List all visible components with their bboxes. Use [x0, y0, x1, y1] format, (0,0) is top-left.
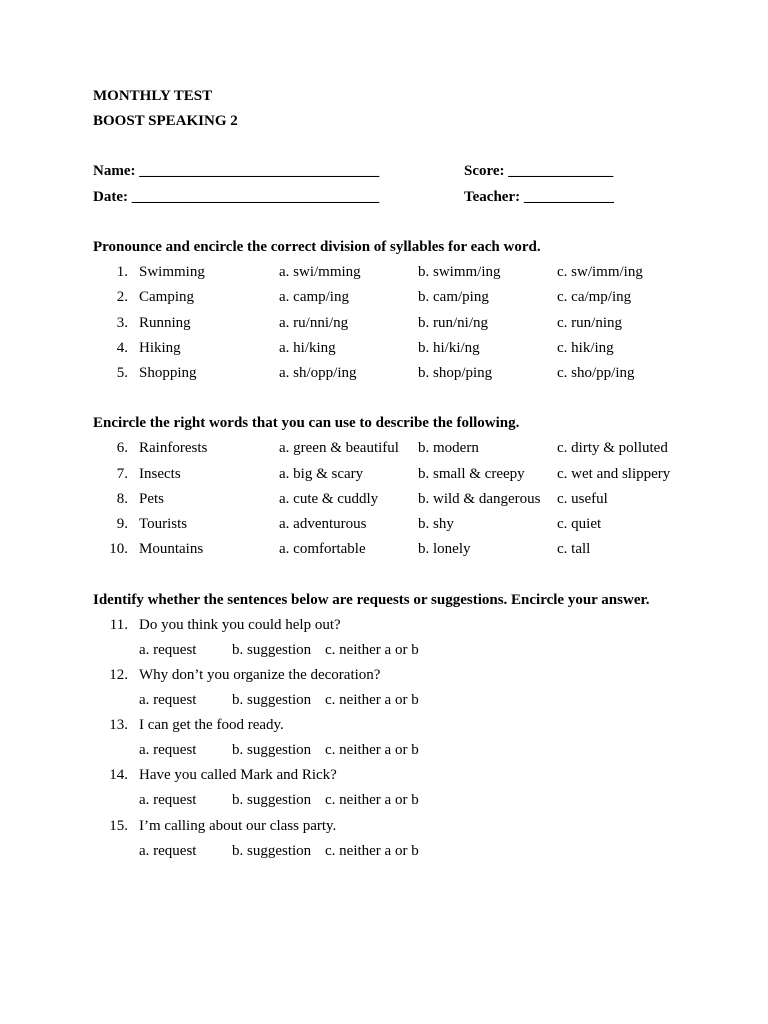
option-b: b. suggestion — [232, 792, 312, 808]
item-number: 4. — [116, 340, 128, 356]
option-c: c. neither a or b — [325, 792, 419, 808]
option-b: b. run/ni/ng — [418, 315, 488, 331]
option-a: a. request — [139, 843, 197, 859]
item-word: Running — [139, 315, 191, 331]
question-sentence: I’m calling about our class party. — [139, 818, 337, 834]
option-a: a. green & beautiful — [279, 440, 399, 456]
item-number: 7. — [116, 466, 128, 482]
option-a: a. adventurous — [279, 516, 367, 532]
option-b: b. small & creepy — [418, 466, 525, 482]
option-c: c. sw/imm/ing — [557, 264, 643, 280]
option-c: c. neither a or b — [325, 742, 419, 758]
option-c: c. neither a or b — [325, 843, 419, 859]
option-c: c. run/ning — [557, 315, 622, 331]
test-title: MONTHLY TEST — [93, 88, 213, 104]
item-number: 12. — [109, 667, 128, 683]
date-field: Date: _________________________________ — [93, 189, 380, 205]
section1-instruction: Pronounce and encircle the correct division of syllables for each word. — [93, 239, 541, 255]
option-a: a. cute & cuddly — [279, 491, 379, 507]
option-a: a. big & scary — [279, 466, 364, 482]
item-number: 3. — [116, 315, 128, 331]
option-a: a. request — [139, 642, 197, 658]
teacher-field: Teacher: ____________ — [464, 189, 614, 205]
option-c: c. quiet — [557, 516, 602, 532]
option-c: c. dirty & polluted — [557, 440, 668, 456]
option-c: c. useful — [557, 491, 608, 507]
question-sentence: Why don’t you organize the decoration? — [139, 667, 381, 683]
option-c: c. hik/ing — [557, 340, 614, 356]
item-number: 14. — [109, 767, 128, 783]
option-b: b. hi/ki/ng — [418, 340, 480, 356]
item-word: Insects — [139, 466, 181, 482]
option-b: b. modern — [418, 440, 479, 456]
score-field: Score: ______________ — [464, 163, 614, 179]
option-b: b. lonely — [418, 541, 471, 557]
item-word: Shopping — [139, 365, 197, 381]
option-c: c. ca/mp/ing — [557, 289, 632, 305]
item-number: 11. — [109, 617, 128, 633]
option-c: c. tall — [557, 541, 591, 557]
question-sentence: Have you called Mark and Rick? — [139, 767, 337, 783]
question-sentence: Do you think you could help out? — [139, 617, 341, 633]
name-field: Name: ________________________________ — [93, 163, 380, 179]
option-b: b. wild & dangerous — [418, 491, 541, 507]
option-a: a. camp/ing — [279, 289, 349, 305]
question-sentence: I can get the food ready. — [139, 717, 284, 733]
item-word: Pets — [139, 491, 165, 507]
option-c: c. sho/pp/ing — [557, 365, 635, 381]
item-number: 5. — [116, 365, 128, 381]
item-number: 10. — [109, 541, 128, 557]
item-word: Hiking — [139, 340, 181, 356]
option-b: b. suggestion — [232, 642, 312, 658]
item-number: 2. — [116, 289, 128, 305]
option-a: a. comfortable — [279, 541, 366, 557]
option-c: c. wet and slippery — [557, 466, 671, 482]
item-word: Tourists — [139, 516, 188, 532]
option-b: b. swimm/ing — [418, 264, 501, 280]
item-number: 9. — [116, 516, 128, 532]
item-number: 1. — [116, 264, 128, 280]
item-word: Mountains — [139, 541, 204, 557]
option-b: b. suggestion — [232, 742, 312, 758]
item-number: 13. — [109, 717, 128, 733]
item-number: 6. — [116, 440, 128, 456]
option-a: a. request — [139, 692, 197, 708]
option-a: a. swi/mming — [279, 264, 361, 280]
item-word: Camping — [139, 289, 194, 305]
option-a: a. hi/king — [279, 340, 336, 356]
option-b: b. cam/ping — [418, 289, 489, 305]
option-a: a. sh/opp/ing — [279, 365, 357, 381]
item-number: 15. — [109, 818, 128, 834]
option-c: c. neither a or b — [325, 692, 419, 708]
option-b: b. shy — [418, 516, 454, 532]
option-a: a. ru/nni/ng — [279, 315, 349, 331]
option-b: b. suggestion — [232, 843, 312, 859]
option-b: b. suggestion — [232, 692, 312, 708]
test-subtitle: BOOST SPEAKING 2 — [93, 113, 238, 129]
item-word: Swimming — [139, 264, 205, 280]
option-c: c. neither a or b — [325, 642, 419, 658]
item-word: Rainforests — [139, 440, 208, 456]
option-a: a. request — [139, 742, 197, 758]
option-b: b. shop/ping — [418, 365, 493, 381]
option-a: a. request — [139, 792, 197, 808]
section3-instruction: Identify whether the sentences below are requests or suggestions. Encircle your answer. — [93, 592, 650, 608]
section2-instruction: Encircle the right words that you can use to describe the following. — [93, 415, 520, 431]
item-number: 8. — [116, 491, 128, 507]
